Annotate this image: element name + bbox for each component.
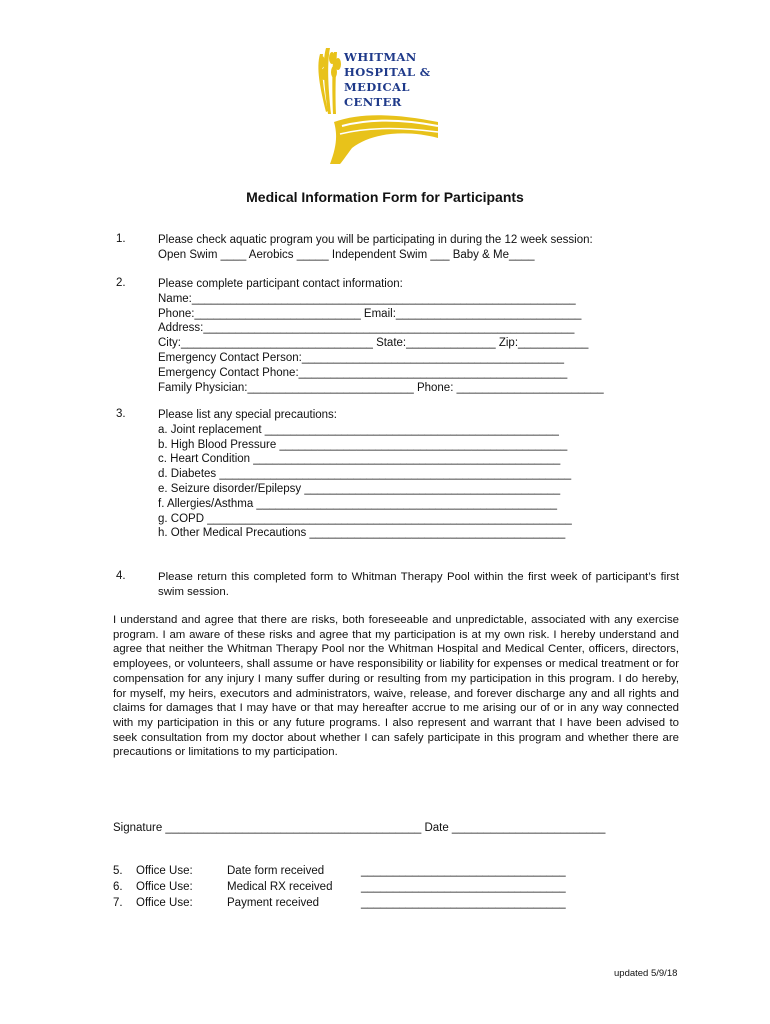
program-options[interactable]: Open Swim ____ Aerobics _____ Independent Swim ___ Baby & Me____ <box>158 248 535 261</box>
logo-line-1: WHITMAN <box>344 50 417 64</box>
section-3-number: 3. <box>116 408 126 420</box>
precaution-seizure[interactable]: e. Seizure disorder/Epilepsy ________________________________________ <box>158 482 561 495</box>
city-state-zip-field[interactable]: City:______________________________ State:______________ Zip:___________ <box>158 337 589 350</box>
section-1 <box>158 233 593 263</box>
office-row <box>113 864 123 880</box>
office-blank[interactable]: ________________________________ <box>361 881 566 893</box>
section-4-text: Please return this completed form to Whitman Therapy Pool within the first week of participant’s first swim session. <box>158 571 679 598</box>
address-field[interactable]: Address:__________________________________________________________ <box>158 322 575 335</box>
office-field: Payment received <box>227 897 320 909</box>
section-1-instruction: Please check aquatic program you will be participating in during the 12 week session: <box>158 234 593 246</box>
logo-wordmark <box>344 50 431 110</box>
office-blank[interactable]: ________________________________ <box>361 897 566 909</box>
precaution-joint-replacement[interactable]: a. Joint replacement ______________________________________________ <box>158 423 559 436</box>
name-field[interactable]: Name:____________________________________________________________ <box>158 292 576 305</box>
emergency-contact-phone-field[interactable]: Emergency Contact Phone:__________________________________________ <box>158 366 568 379</box>
precaution-heart-condition[interactable]: c. Heart Condition ________________________________________________ <box>158 453 561 466</box>
section-2 <box>158 277 604 395</box>
phone-email-field[interactable]: Phone:__________________________ Email:_____________________________ <box>158 307 582 320</box>
precaution-other[interactable]: h. Other Medical Precautions ________________________________________ <box>158 527 566 540</box>
precaution-high-blood-pressure[interactable]: b. High Blood Pressure _____________________________________________ <box>158 438 568 451</box>
office-num: 6. <box>113 881 123 893</box>
section-2-instruction: Please complete participant contact information: <box>158 278 403 290</box>
precaution-diabetes[interactable]: d. Diabetes _______________________________________________________ <box>158 468 572 481</box>
office-num: 7. <box>113 897 123 909</box>
emergency-contact-person-field[interactable]: Emergency Contact Person:_________________________________________ <box>158 351 565 364</box>
office-label: Office Use: <box>136 881 193 893</box>
office-blank[interactable]: ________________________________ <box>361 865 566 877</box>
section-3-instruction: Please list any special precautions: <box>158 409 337 421</box>
section-2-number: 2. <box>116 277 126 289</box>
office-row <box>113 880 123 896</box>
precaution-copd[interactable]: g. COPD _________________________________________________________ <box>158 512 572 525</box>
section-1-number: 1. <box>116 233 126 245</box>
form-title: Medical Information Form for Participants <box>246 189 524 205</box>
office-row <box>113 896 123 912</box>
office-label: Office Use: <box>136 897 193 909</box>
logo-line-2: HOSPITAL & <box>344 65 431 79</box>
precaution-allergies[interactable]: f. Allergies/Asthma _______________________________________________ <box>158 497 558 510</box>
family-physician-field[interactable]: Family Physician:__________________________ Phone: _______________________ <box>158 381 604 394</box>
office-label: Office Use: <box>136 865 193 877</box>
office-field: Date form received <box>227 865 325 877</box>
wheat-icon <box>318 48 341 114</box>
signature-date-field[interactable]: Signature ________________________________________ Date ________________________ <box>113 822 606 834</box>
logo-line-3: MEDICAL <box>344 80 410 94</box>
office-num: 5. <box>113 865 123 877</box>
section-3 <box>158 408 572 541</box>
logo-line-4: CENTER <box>344 95 402 109</box>
office-field: Medical RX received <box>227 881 333 893</box>
section-4-number: 4. <box>116 570 126 582</box>
updated-date: updated 5/9/18 <box>614 968 678 979</box>
liability-agreement: I understand and agree that there are risks, both foreseeable and unpredictable, associated with any exercise program. I am aware of these risks and agree that my participation is at my own risk. I hereby understand and agree that neither the Whitman Therapy Pool nor the Whitman Hospital and Medical Center, officers, directors, employees, or volunteers, shall assume or have responsibility or liability for expenses or medical treatment or for compensation for any injury I many suffer during or resulting from my participation in this program. I do hereby, for myself, my heirs, executors and administrators, waive, release, and forever discharge any and all rights and claims for damages that I may have or that may hereafter accrue to me arising our of or in any way connected with my participation in this or any future programs. I also represent and warrant that I have been advised to seek consultation from my doctor about whether I can safely participate in this program and whether there are precautions or limitations to my participation. <box>113 614 679 759</box>
